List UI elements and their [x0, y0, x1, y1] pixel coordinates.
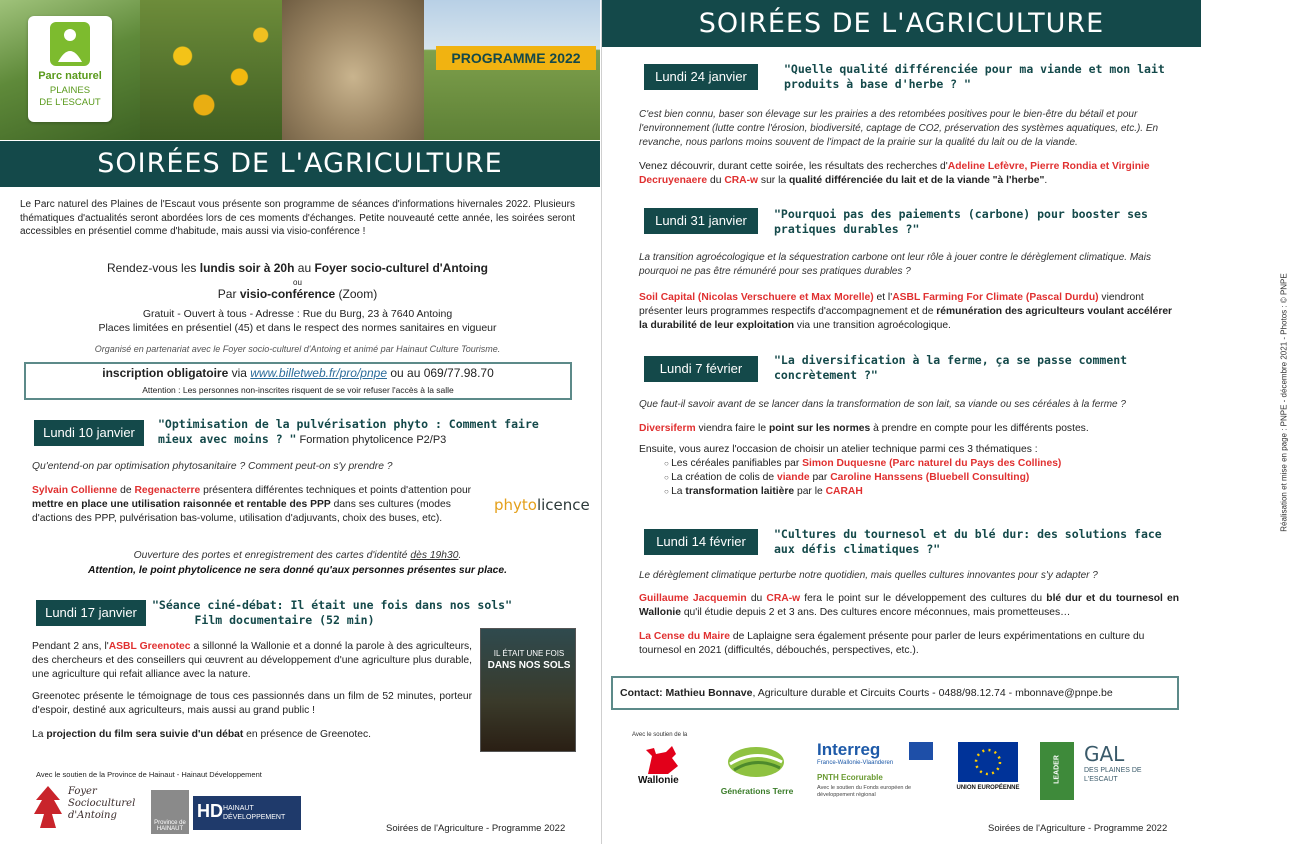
inscription-line: inscription obligatoire via www.billetweb.fr/pro/pnpe ou au 069/77.98.70 [102, 366, 494, 380]
leader-logo: LEADER [1040, 742, 1074, 800]
eu-flag-icon [958, 742, 1018, 782]
hainaut-developpement-logo: HD HAINAUT DÉVELOPPEMENT [193, 796, 301, 830]
logo-text-line3: DE L'ESCAUT [39, 97, 101, 108]
session2-p2: Greenotec présente le témoignage de tous ces passionnés dans un film de 52 minutes, porteur d'espoir, destiné aux agriculteurs, mais aussi au grand public ! [32, 691, 472, 716]
session4-intro: La transition agroécologique et la séquestration carbone ont leur rôle à jouer contre le dérèglement climatique. Mais pourquoi ne pas être rémunéré pour ses pratiques durables ? [639, 252, 1151, 277]
session5-intro: Que faut-il savoir avant de se lancer dans la transformation de son lait, sa viande ou ses céréales à la ferme ? [639, 399, 1126, 410]
session5-body: Diversiferm viendra faire le point sur les normes à prendre en compte pour les différents postes. [639, 423, 1089, 434]
intro-text: Le Parc naturel des Plaines de l'Escaut vous présente son programme de séances d'informations hivernales 2022. Plusieurs thématiques d'actualités seront abordées lors de ces moments d'échanges. Petite nouveauté cette année, les soirées seront accessibles en présentiel comme d'habitude, mais aussi via visio-conférence ! [20, 199, 575, 237]
date-badge-14-fevrier: Lundi 14 février [644, 529, 758, 555]
session5-ensuite: Ensuite, vous aurez l'occasion de choisir un atelier technique parmi ces 3 thématiques : [639, 444, 1038, 455]
phytolicence-logo: phytolicence [494, 496, 590, 514]
session6-intro: Le dérèglement climatique perturbe notre quotidien, mais quelles cultures innovantes pour s'y adapter ? [639, 570, 1098, 581]
poster-title-b: DANS NOS SOLS [487, 660, 571, 671]
list-item: ○ La création de colis de viande par Caroline Hanssens (Bluebell Consulting) [664, 471, 1174, 485]
rooster-icon [642, 744, 682, 778]
date-badge-31-janvier: Lundi 31 janvier [644, 208, 758, 234]
session6-p1: Guillaume Jacquemin du CRA-w fera le point sur le développement des cultures du blé dur et du tournesol en Wallonie qu'il étudie depuis 2 et 3 ans. Des cultures encore méconnues, mais prometteuses… [639, 593, 1179, 618]
parc-naturel-logo [28, 16, 112, 122]
organise-note: Organisé en partenariat avec le Foyer socio-culturel d'Antoing et animé par Hainaut Culture Tourisme. [94, 344, 501, 354]
photo-sunflowers [140, 0, 282, 140]
session1-title: "Optimisation de la pulvérisation phyto : Comment faire mieux avec moins ? " Formation phytolicence P2/P3 [158, 417, 539, 446]
session5-title: "La diversification à la ferme, ça se passe comment concrètement ?" [774, 353, 1128, 382]
session1-attention: Attention, le point phytolicence ne sera donné qu'aux personnes présentes sur place. [88, 565, 507, 576]
poster-title-a: IL ÉTAIT UNE FOIS [493, 649, 565, 658]
session4-title: "Pourquoi pas des paiements (carbone) pour booster ses pratiques durables ?" [774, 207, 1148, 236]
left-page [0, 0, 600, 844]
session6-title: "Cultures du tournesol et du blé dur: des solutions face aux défis climatiques ?" [774, 527, 1162, 556]
programme-badge: PROGRAMME 2022 [436, 46, 596, 70]
list-item: ○ Les céréales panifiables par Simon Duquesne (Parc naturel du Pays des Collines) [664, 457, 1174, 471]
union-europeenne-logo: UNION EUROPÉENNE [955, 742, 1021, 800]
date-badge-24-janvier: Lundi 24 janvier [644, 64, 758, 90]
session2-title: "Séance ciné-débat: Il était une fois dans nos sols" [152, 598, 513, 612]
wallonie-logo: Avec le soutien de la Wallonie [632, 732, 688, 786]
right-page-title: SOIRÉES DE L'AGRICULTURE [602, 0, 1201, 47]
soutien-province: Avec le soutien de la Province de Hainaut - Hainaut Développement [36, 770, 262, 779]
photo-cows-meadow [424, 0, 600, 140]
gratuit-address: Gratuit - Ouvert à tous - Adresse : Rue du Burg, 23 à 7640 Antoing [142, 308, 453, 320]
rdv-ou: ou [293, 278, 302, 287]
logo-text-line2: PLAINES [49, 85, 91, 96]
session3-title: "Quelle qualité différenciée pour ma viande et mon lait produits à base d'herbe ? " [784, 62, 1165, 91]
session2-subtitle: Film documentaire (52 min) [194, 613, 375, 627]
photo-grain-hand [282, 0, 424, 140]
session1-question: Qu'entend-on par optimisation phytosanitaire ? Comment peut-on s'y prendre ? [32, 461, 393, 472]
rendez-vous: Rendez-vous les lundis soir à 20h au Foyer socio-culturel d'Antoing [107, 261, 488, 275]
foyer-logo: Foyer Socioculturel d'Antoing [30, 782, 140, 834]
left-footer: Soirées de l'Agriculture - Programme 2022 [386, 823, 566, 834]
session3-body: Venez découvrir, durant cette soirée, les résultats des recherches d'Adeline Lefèvre, Pierre Rondia et Virginie Decruyenaere du CRA-w sur la qualité différenciée du lait et de la viande "à l'herbe". [639, 161, 1150, 186]
date-badge-7-fevrier: Lundi 7 février [644, 356, 758, 382]
interreg-logo: Interreg France-Wallonie-Vlaanderen PNTH Ecorurable Avec le soutien du Fonds européen de développement régional [817, 740, 937, 810]
session4-body: Soil Capital (Nicolas Verschuere et Max Morelle) et l'ASBL Farming For Climate (Pascal Durdu) viendront présenter leurs programmes respectifs d'accompagnement et de rémunération des agriculteurs voulant accélérer la durabilité de leur exploitation via une transition agroécologique. [639, 292, 1173, 331]
logo-mark-icon [50, 22, 90, 66]
date-badge-17-janvier: Lundi 17 janvier [36, 600, 146, 626]
session2-p3: La projection du film sera suivie d'un débat en présence de Greenotec. [32, 729, 371, 740]
session5-ateliers [664, 457, 1174, 499]
logo-text-line1: Parc naturel [38, 70, 102, 82]
gal-logo: GAL DES PLAINES DE L'ESCAUT [1084, 742, 1142, 783]
generations-terre-logo: Générations Terre [712, 744, 802, 802]
session3-intro: C'est bien connu, baser son élevage sur les prairies a des retombées positives pour le bien-être du bétail et pour l'environnement (lutte contre l'érosion, biodiversité, captage de CO2, préservation des systèmes aquatiques, etc.). En revanche, nous parlons moins souvent de l'impact de la prairie sur la qualité du lait ou de la viande. [639, 109, 1159, 148]
vertical-credit: Réalisation et mise en page : PNPE - décembre 2021 - Photos : © PNPE [1279, 273, 1289, 532]
list-item: ○ La transformation laitière par le CARAH [664, 485, 1174, 499]
rdv-visio: Par visio-conférence (Zoom) [217, 287, 378, 301]
session2-p1: Pendant 2 ans, l'ASBL Greenotec a sillonné la Wallonie et a donné la parole à des agriculteurs, des chercheurs et des conseillers qui œuvrent au développement d'une agriculture plus durable, une agriculture qui refait alliance avec la nature. [32, 641, 473, 680]
places-limitees: Places limitées en présentiel (45) et dans le respect des normes sanitaires en vigueur [98, 322, 497, 334]
film-poster [480, 628, 576, 752]
eu-flag-small-icon [909, 742, 933, 760]
generations-terre-icon [726, 744, 786, 778]
page-title: SOIRÉES DE L'AGRICULTURE [0, 141, 600, 187]
session1-body: Sylvain Collienne de Regenacterre présentera différentes techniques et points d'attention pour mettre en place une utilisation raisonnée et rentable des PPP dans ses cultures (modes d'actions des PPP, pulvérisation bas-volume, utilisation d'adjuvants, choix des buses, etc). [32, 485, 472, 524]
date-badge-10-janvier: Lundi 10 janvier [34, 420, 144, 446]
right-page [601, 0, 1289, 844]
right-footer: Soirées de l'Agriculture - Programme 2022 [988, 823, 1168, 834]
contact-line: Contact: Mathieu Bonnave, Agriculture durable et Circuits Courts - 0488/98.12.74 - mbonnave@pnpe.be [620, 687, 1113, 699]
session1-ouverture: Ouverture des portes et enregistrement des cartes d'identité dès 19h30. [133, 550, 462, 561]
foyer-icon [30, 784, 66, 830]
province-hainaut-logo: Province de HAINAUT [151, 790, 189, 834]
inscription-warning: Attention : Les personnes non-inscrites risquent de se voir refuser l'accès à la salle [142, 385, 454, 395]
billetweb-link[interactable]: www.billetweb.fr/pro/pnpe [250, 366, 387, 380]
session6-p2: La Cense du Maire de Laplaigne sera également présente pour parler de leurs expérimentations en culture du tournesol en 2021 (difficultés, débouchés, perspectives, etc.). [639, 631, 1145, 656]
